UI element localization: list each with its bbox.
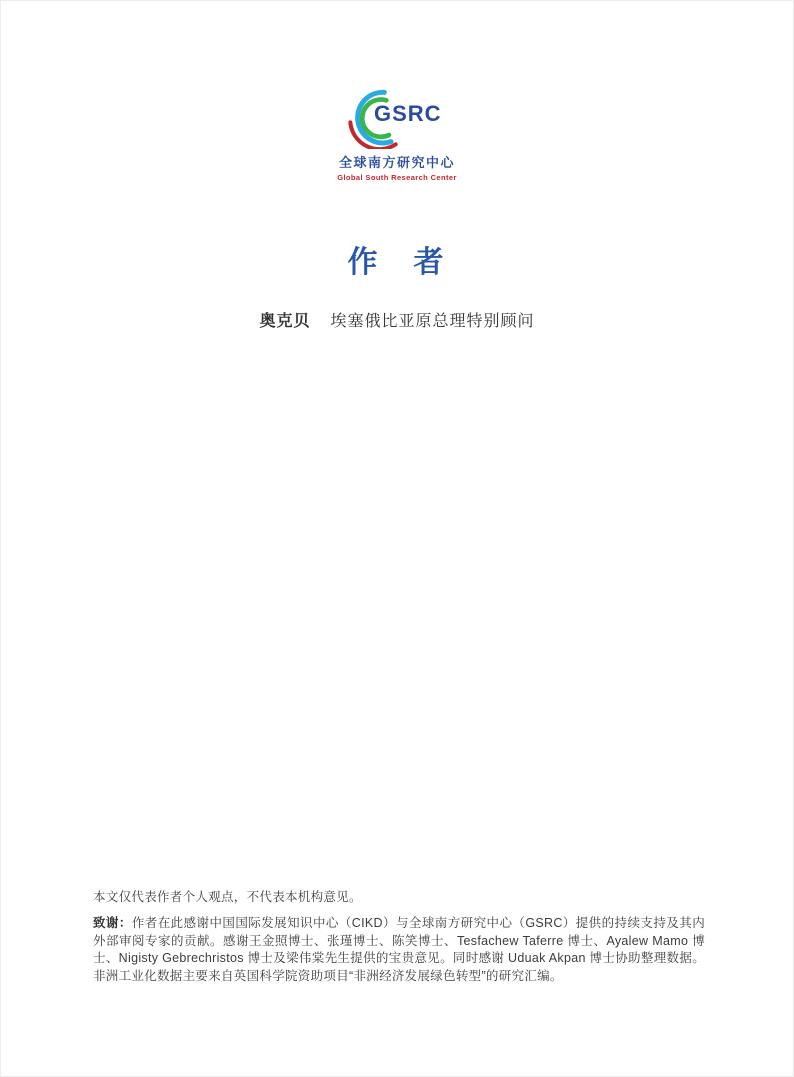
gsrc-logo-name-en: Global South Research Center <box>337 173 457 182</box>
gsrc-logo-acronym: GSRC <box>374 101 442 126</box>
acknowledgement-paragraph <box>93 915 705 985</box>
page-title: 作 者 <box>347 246 447 279</box>
author-line <box>1 308 793 331</box>
disclaimer-text: 本文仅代表作者个人观点，不代表本机构意见。 <box>93 890 362 904</box>
author-role: 埃塞俄比亚原总理特别顾问 <box>330 313 535 330</box>
gsrc-logo-name-zh: 全球南方研究中心 <box>338 155 455 170</box>
author-name: 奥克贝 <box>259 313 311 330</box>
gsrc-logo-mark <box>347 85 447 149</box>
gsrc-logo <box>1 85 793 182</box>
acknowledgement-label: 致谢： <box>93 916 132 930</box>
acknowledgement-text: 作者在此感谢中国国际发展知识中心（CIKD）与全球南方研究中心（GSRC）提供的持续支持及其内外部审阅专家的贡献。感谢王金照博士、张瑾博士、陈笑博士、Tesfachew Taferre 博士、Ayalew Mamo 博士、Nigisty Gebrechristos 博士及梁伟棠先生提供的宝贵意见。同时感谢 Uduak Akpan 博士协助整理数据。非洲工业化数据主要来自英国科学院资助项目“非洲经济发展绿色转型”的研究汇编。 <box>93 916 705 983</box>
